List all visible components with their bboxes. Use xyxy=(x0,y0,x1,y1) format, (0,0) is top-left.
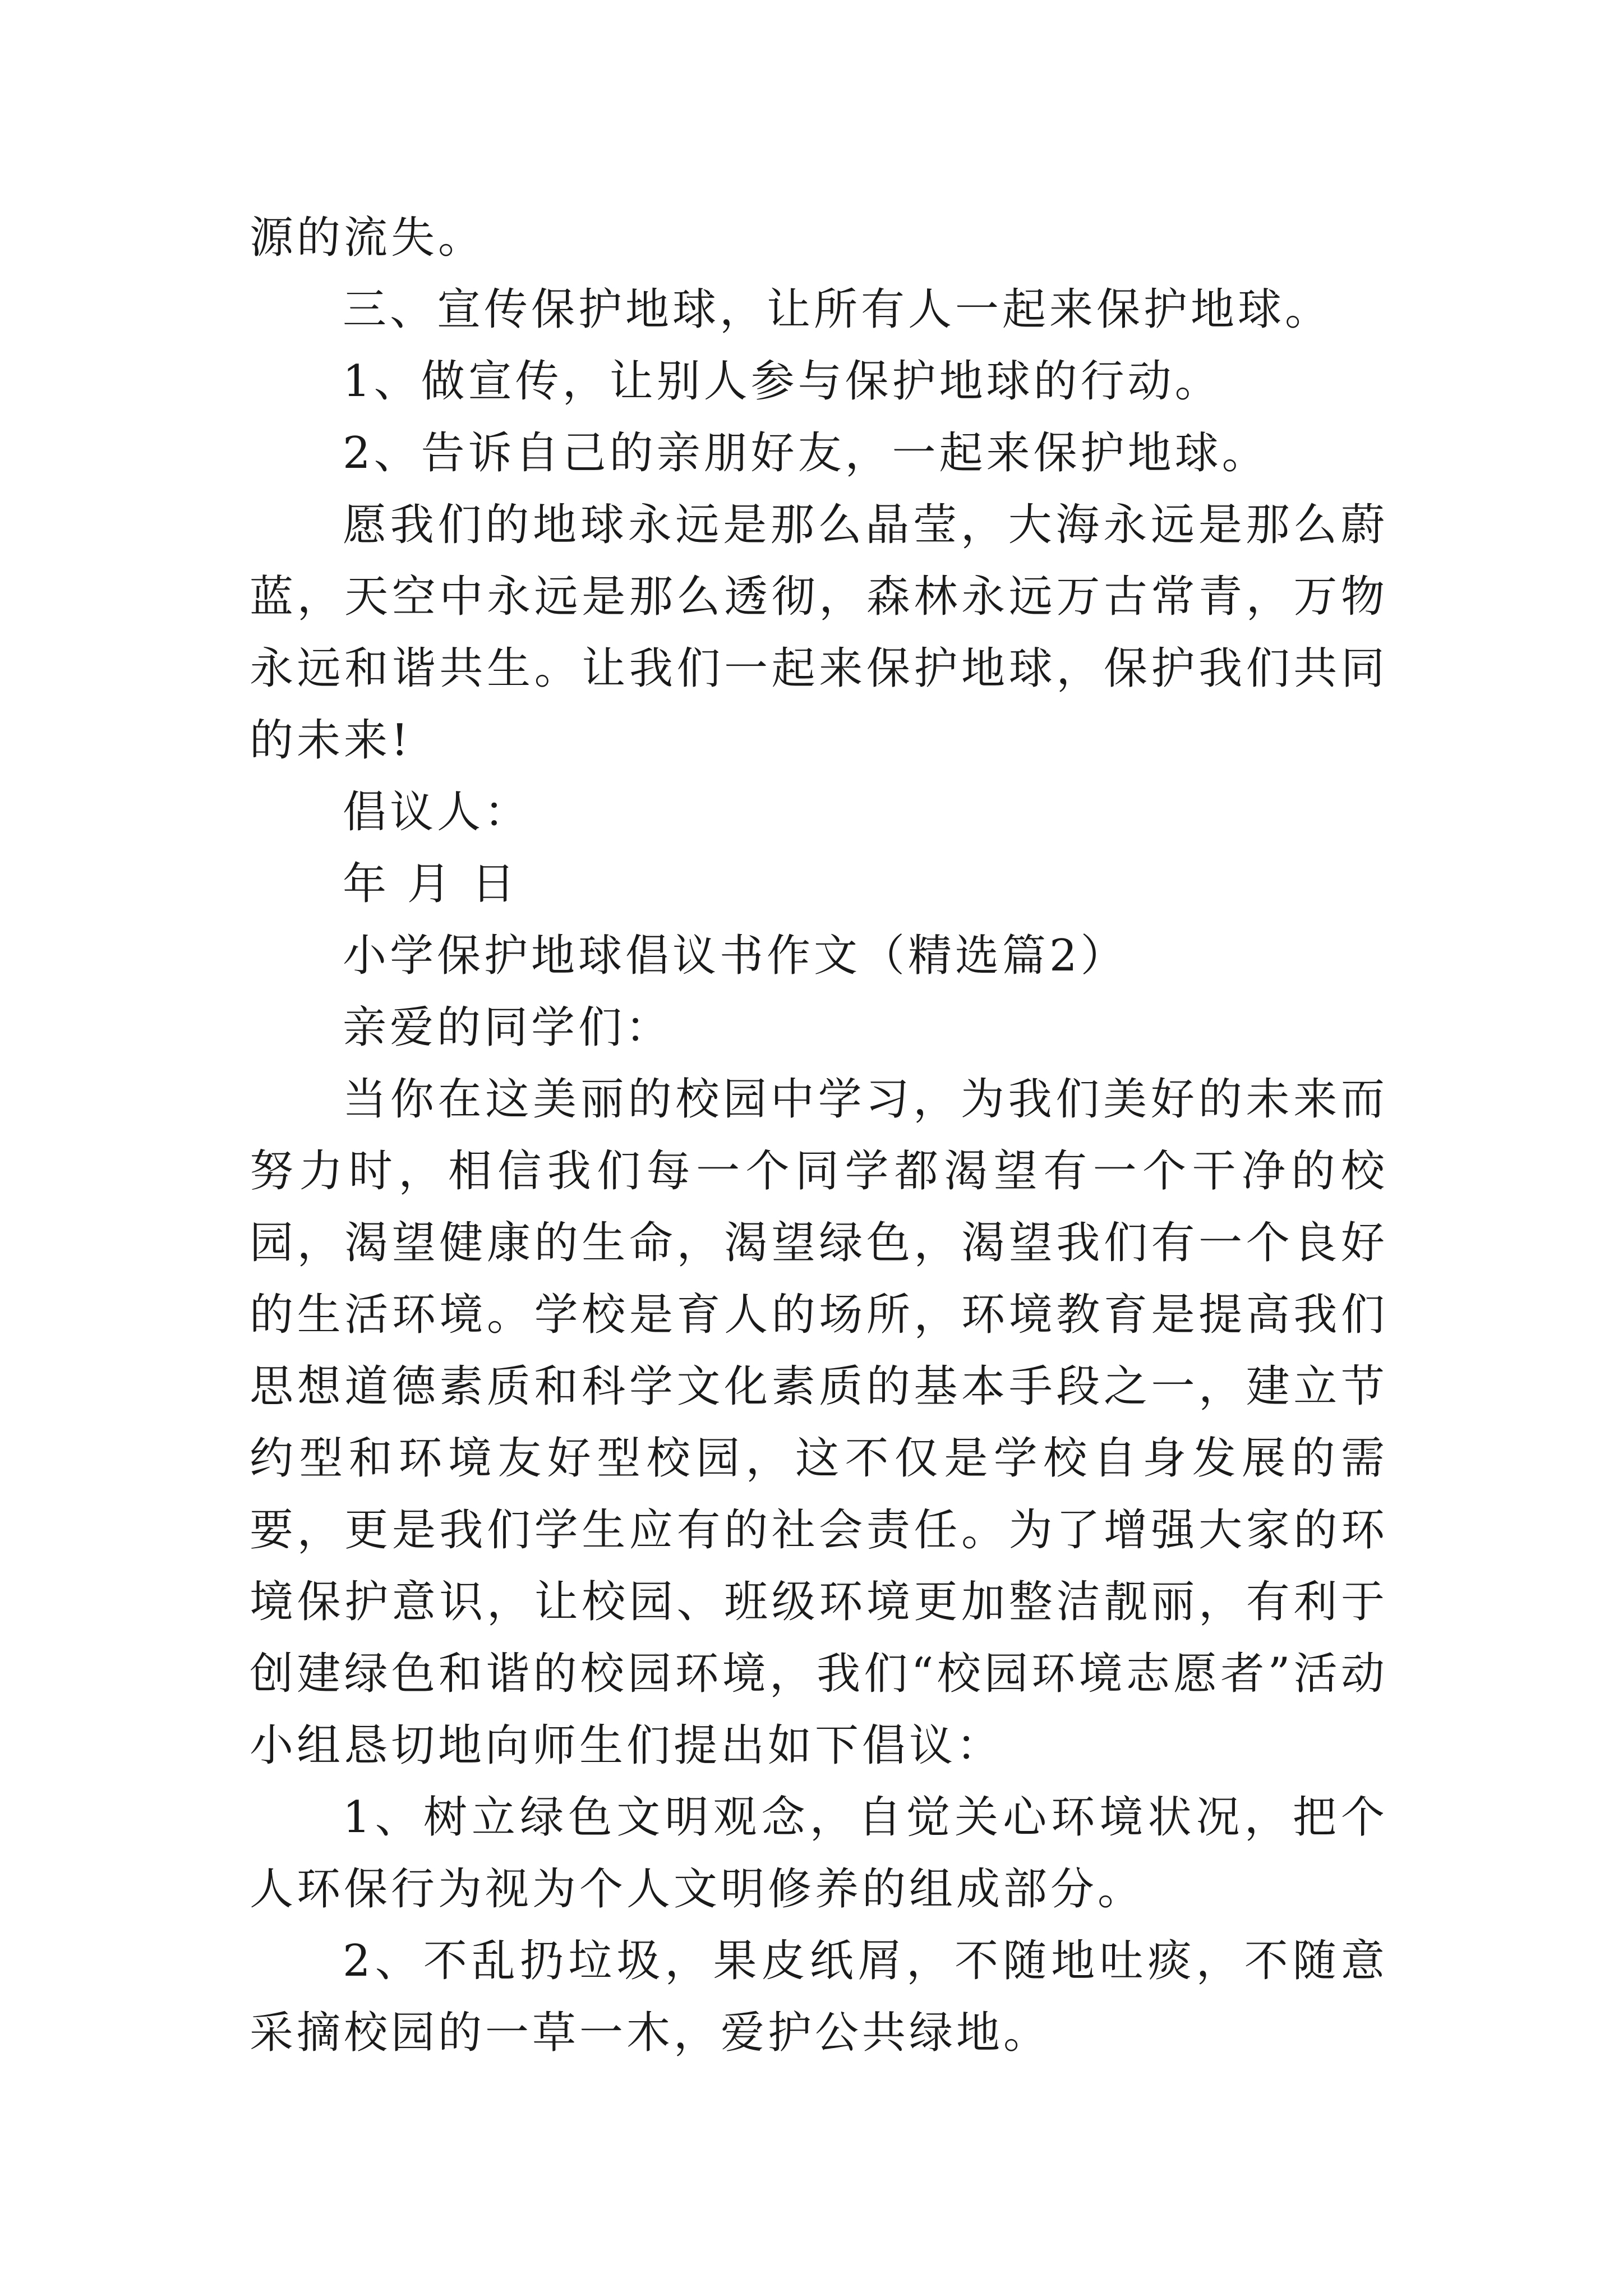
paragraph-item-1: 1、做宣传，让别人参与保护地球的行动。 xyxy=(343,356,1222,407)
paragraph-proposal-1: 1、树立绿色文明观念，自觉关心环境状况，把个人环保行为视为个人文明修养的组成部分。 xyxy=(250,1792,1388,1915)
paragraph-continuation: 源的流失。 xyxy=(250,213,486,263)
document-body xyxy=(250,202,1388,2069)
paragraph-proposal-2: 2、不乱扔垃圾，果皮纸屑，不随地吐痰，不随意采摘校园的一草一木，爱护公共绿地。 xyxy=(250,1936,1388,2058)
paragraph-section-three: 三、宣传保护地球，让所有人一起来保护地球。 xyxy=(343,284,1332,335)
section-title: 小学保护地球倡议书作文（精选篇2） xyxy=(343,931,1128,981)
paragraph-signature: 倡议人： xyxy=(343,787,532,838)
paragraph-wish: 愿我们的地球永远是那么晶莹，大海永远是那么蔚蓝，天空中永远是那么透彻，森林永远万古常青，万物永远和谐共生。让我们一起来保护地球，保护我们共同的未来! xyxy=(250,500,1388,766)
paragraph-greeting: 亲爱的同学们： xyxy=(343,1002,673,1053)
paragraph-date: 年 月 日 xyxy=(343,859,519,909)
paragraph-item-2: 2、告诉自己的亲朋好友，一起来保护地球。 xyxy=(343,428,1269,478)
paragraph-body: 当你在这美丽的校园中学习，为我们美好的未来而努力时，相信我们每一个同学都渴望有一个干净的校园，渴望健康的生命，渴望绿色，渴望我们有一个良好的生活环境。学校是育人的场所，环境教育是提高我们思想道德素质和科学文化素质的基本手段之一，建立节约型和环境友好型校园，这不仅是学校自身发展的需要，更是我们学生应有的社会责任。为了增强大家的环境保护意识，让校园、班级环境更加整洁靓丽，有利于创建绿色和谐的校园环境，我们“校园环境志愿者”活动小组恳切地向师生们提出如下倡议： xyxy=(250,1074,1388,1771)
